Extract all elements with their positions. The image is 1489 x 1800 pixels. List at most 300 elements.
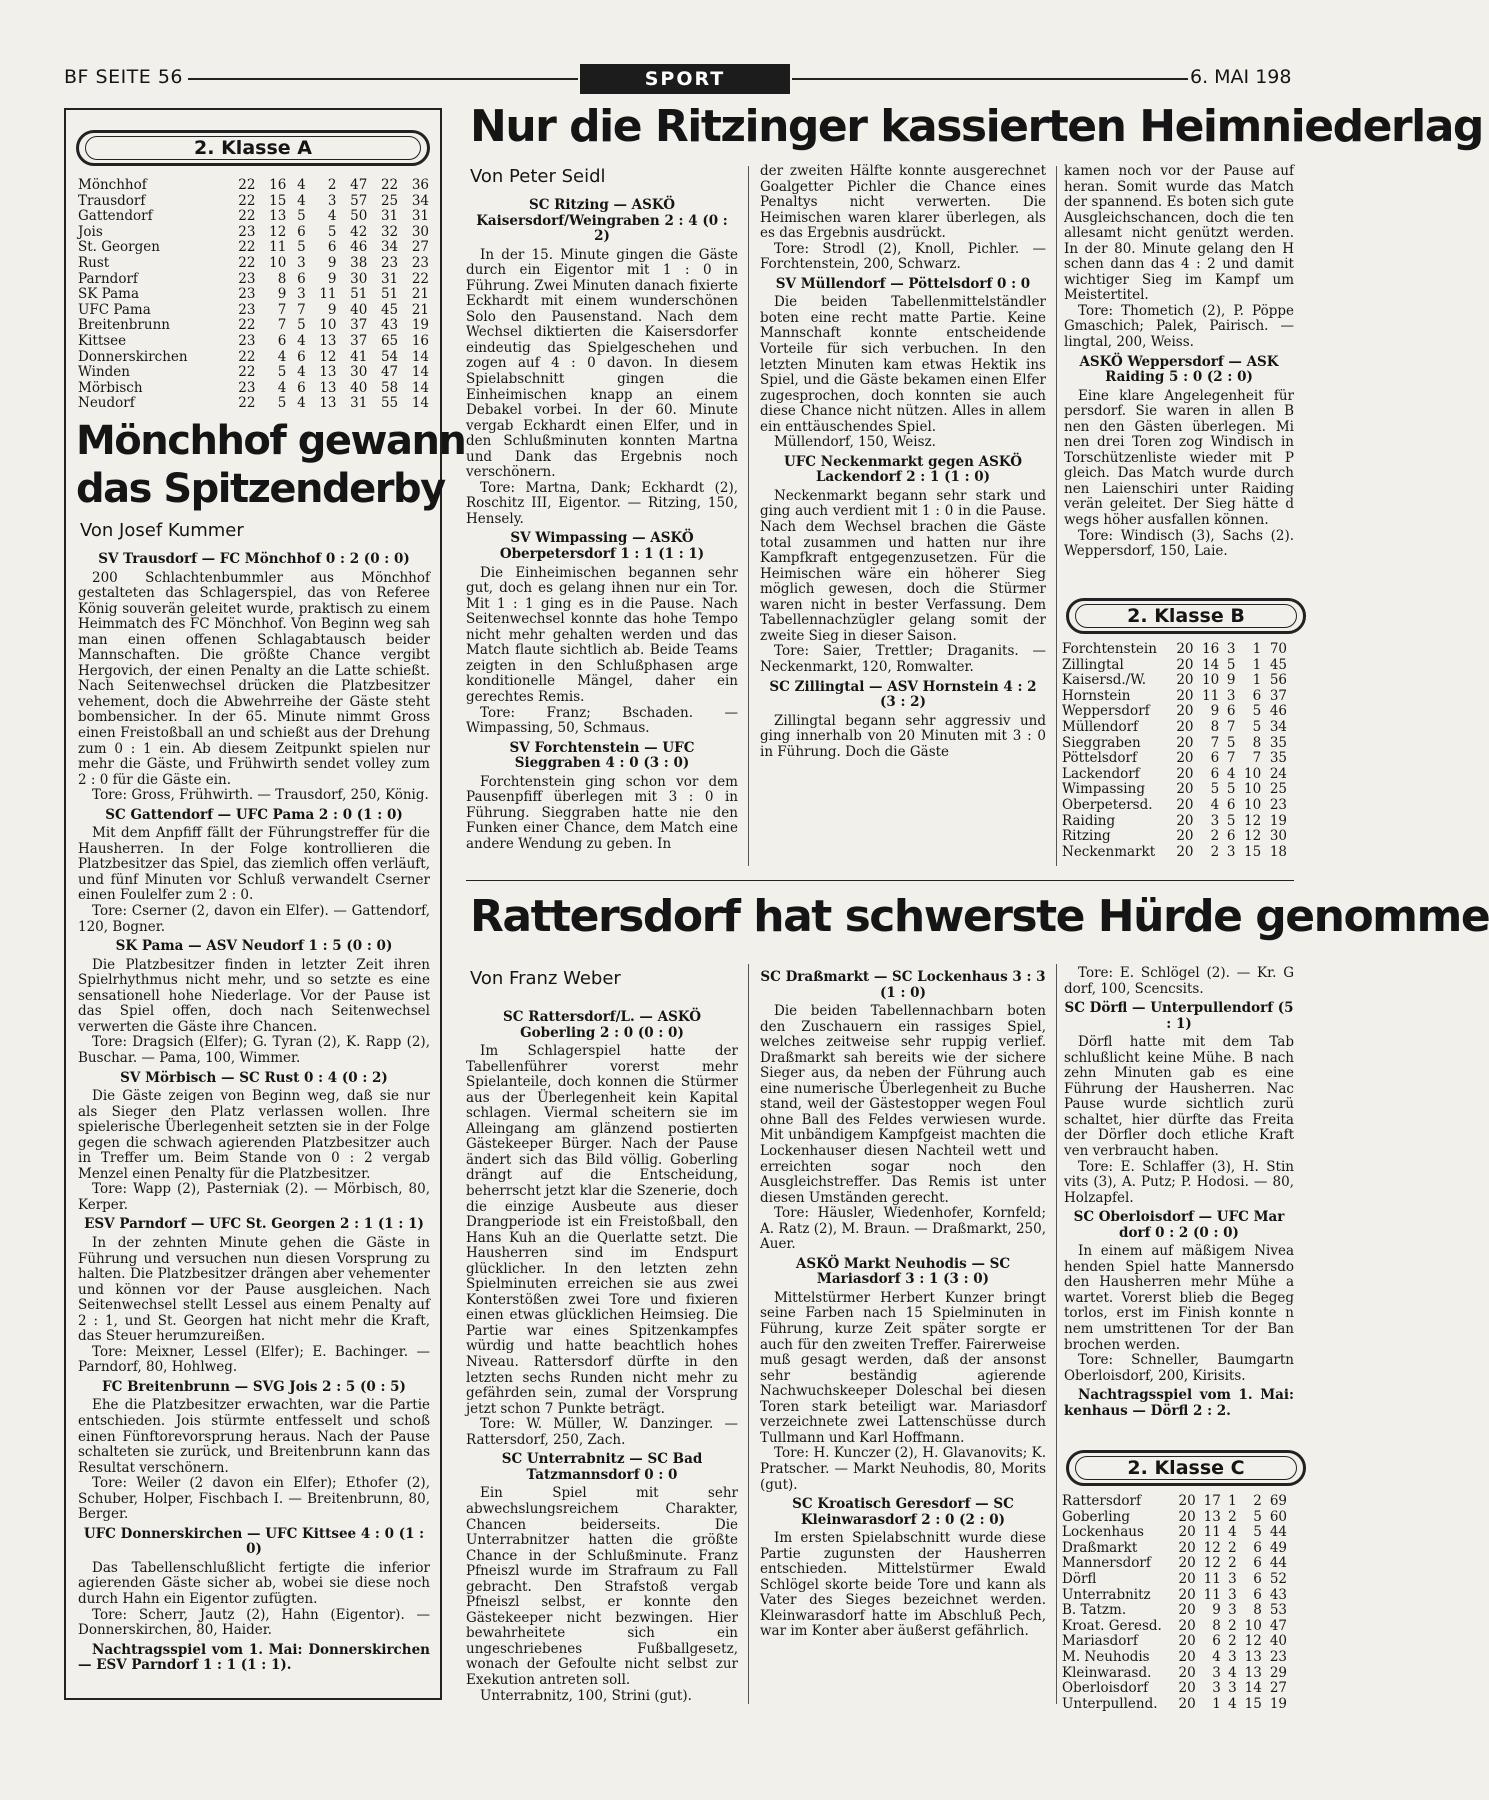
table-cell: 6 [1252,687,1262,704]
table-cell: 36 [411,177,429,193]
story3-byline: Von Franz Weber [470,968,621,989]
table-cell: 27 [1269,1680,1287,1697]
table-cell: 5 [297,317,306,334]
table-cell: 30 [1269,828,1287,845]
match-head: UFC Neckenmarkt gegen ASKÖ Lackendorf 2 : 1 (1 : 0) [783,453,1023,486]
match-scorers: Tore: Franz; Bschaden. — Wimpassing, 50, Schmaus. [466,704,738,737]
table-cell: 20 [1176,703,1194,720]
table-cell: 2 [1253,1493,1262,1509]
table-cell: 4 [1228,1664,1237,1681]
match-head: SC Gattendorf — UFC Pama 2 : 0 (1 : 0) [105,806,403,823]
table-cell: 2 [1228,1539,1237,1556]
table-row [78,303,432,319]
table-cell: 23 [238,379,256,396]
team-name: Dörfl [1062,1570,1097,1587]
table-row [1062,1510,1290,1526]
table-row [78,225,432,241]
match-scorers: Tore: Meixner, Lessel (Elfer); E. Bachinger. — Parndorf, 80, Hohlweg. [78,1343,430,1376]
table-cell: 3 [1228,1570,1237,1587]
table-cell: 5 [1253,1508,1262,1525]
table-cell: 11 [319,286,337,303]
story1-column [78,548,430,1696]
table-cell: 20 [1178,1524,1196,1541]
table-cell: 20 [1176,812,1194,829]
table-cell: 16 [1202,641,1220,657]
table-row [78,194,432,210]
table-cell: 20 [1178,1493,1196,1509]
table-cell: 5 [1252,703,1262,720]
table-cell: 19 [411,317,429,334]
table-cell: 5 [277,395,287,412]
table-cell: 5 [327,223,337,240]
table-row [1062,720,1290,736]
table-cell: 8 [1253,1602,1262,1619]
table-cell: 20 [1176,796,1194,813]
table-row [78,287,432,303]
table-cell: 5 [297,208,306,225]
table-cell: 46 [350,239,368,256]
match-report: In einem auf mäßigem Nivea henden Spiel hatte Mannersdo den Hausherren mehr Mühe a wartet. Vorerst blieb die Begeg torlos, erst im Finish konnte n nem umstrittenen Tor der Ban brochen werden. [1064,1243,1294,1353]
table-cell: 1 [1252,656,1262,673]
story-divider [466,880,1294,881]
table-cell: 14 [1244,1680,1262,1697]
table-cell: 1 [1228,1493,1237,1509]
table-cell: 20 [1176,781,1194,798]
table-cell: 1 [1252,641,1262,657]
match-scorers: Unterrabnitz, 100, Strini (gut). [480,1687,692,1704]
match-head: SV Wimpassing — ASKÖ Oberpetersdorf 1 : 1 (1 : 1) [499,530,705,563]
team-name: Lackendorf [1062,765,1140,782]
table-cell: 12 [319,348,337,365]
table-cell: 17 [1203,1493,1221,1509]
team-name: Unterrabnitz [1062,1586,1151,1603]
match-report: Die beiden Tabellennachbarn boten den Zuschauern ein rassiges Spiel, welches zeitweise sehr ruppig verlief. Draßmarkt sah bereits wie der sichere Sieger aus, da neben der Führung auch eine numerische Überlegenheit zu Buche stand, weil der Gästestopper wegen Foul ohne Ball des Feldes verwiesen wurde. Mit unbändigem Kampfgeist machten die Lockenhauser diesen Nachteil wett und erreichten sogar noch den Ausgleichstreffer. Das Remis ist unter diesen Umständen gerecht. [760,1003,1046,1206]
table-cell: 69 [1269,1493,1287,1509]
table-cell: 7 [1252,750,1262,767]
table-cell: 8 [1212,1617,1221,1634]
team-name: Oberloisdorf [1062,1680,1149,1697]
table-cell: 20 [1178,1555,1196,1572]
table-cell: 22 [238,364,256,381]
match-head: FC Breitenbrunn — SVG Jois 2 : 5 (0 : 5) [102,1378,406,1395]
match-scorers: Tore: Gross, Frühwirth. — Trausdorf, 250, König. [92,787,429,804]
table-cell: 35 [1269,750,1287,767]
team-name: Donnerskirchen [78,348,188,365]
league-table-a [78,178,432,412]
team-name: SK Pama [78,286,140,303]
table-cell: 11 [1203,1570,1221,1587]
table-row [78,272,432,288]
table-cell: 22 [238,177,256,193]
table-cell: 3 [1226,641,1236,657]
match-report: Mit dem Anpfiff fällt der Führungstreffer für die Hausherren. In der Folge kontrollieren die Platzbesitzer das Spiel, das ziemlich offen verläuft, und fünf Minuten vor Schluß verwandelt Cserner einen Foulelfer zum 2 : 0. [78,825,430,904]
table-cell: 20 [1176,750,1194,767]
table-cell: 49 [1269,1539,1287,1556]
table-cell: 30 [350,270,368,287]
table-cell: 10 [1244,1617,1262,1634]
table-cell: 19 [1269,812,1287,829]
table-cell: 9 [1210,703,1220,720]
table-row [78,381,432,397]
header-rule-left [188,78,578,80]
team-name: Mönchhof [78,177,147,193]
table-cell: 37 [1269,687,1287,704]
table-row [1062,1572,1290,1588]
table-row [1062,1681,1290,1697]
table-cell: 10 [1244,796,1262,813]
table-cell: 12 [1244,812,1262,829]
table-cell: 4 [297,364,306,381]
table-row [78,240,432,256]
table-cell: 12 [1244,828,1262,845]
page-label: BF SEITE 56 [64,66,183,88]
match-report: Eine klare Angelegenheit für persdorf. Sie waren in allen B nen den Gästen überlegen. Mi nen drei Toren zog Windisch in Torschützenliste wieder mit P gleich. Das Match wurde durch nen Laienschiri unter Raiding verän geleitet. Der Sieg hätte d wegs höher ausfallen können. [1064,387,1294,529]
match-head: SC Oberloisdorf — UFC Mar dorf 0 : 2 (0 : 0) [1073,1209,1285,1241]
table-cell: 6 [1210,765,1220,782]
table-a-title: 2. Klasse A [194,137,312,159]
match-head: SV Müllendorf — Pöttelsdorf 0 : 0 [775,275,1031,292]
match-scorers: Tore: Häusler, Wiedenhofer, Kornfeld; A. Ratz (2), M. Braun. — Draßmarkt, 250, Auer. [760,1205,1046,1253]
match-head: SV Trausdorf — FC Mönchhof 0 : 2 (0 : 0) [98,551,410,567]
table-cell: 58 [380,379,399,396]
match-report: Im ersten Spielabschnitt wurde diese Partie zugunsten der Hausherren entschieden. Mittelstürmer Ewald Schlögel skorte beide Tore und kann als Vater des Sieges bezeichnet werden. Kleinwarasdorf hatte im Abschluß Pech, war im Konter aber äußerst gefährlich. [760,1530,1046,1640]
table-cell: 37 [350,317,368,334]
match-scorers: Tore: Cserner (2, davon ein Elfer). — Gattendorf, 120, Bogner. [78,903,430,935]
table-cell: 7 [297,301,306,318]
table-cell: 7 [1226,750,1236,767]
table-cell: 40 [350,301,368,318]
team-name: Mariasdorf [1062,1633,1138,1650]
table-cell: 40 [1269,1633,1287,1650]
table-cell: 20 [1176,687,1194,704]
table-cell: 47 [380,364,399,381]
match-head: SV Forchtenstein — UFC Sieggraben 4 : 0 (3 : 0) [509,739,695,772]
table-cell: 6 [297,223,306,240]
table-cell: 65 [380,332,399,349]
table-cell: 2 [1228,1617,1237,1634]
match-scorers: Tore: Martna, Dank; Eckhardt (2), Roschitz III, Eigentor. — Ritzing, 150, Hensely. [466,479,738,527]
table-cell: 9 [1212,1602,1221,1619]
table-row [78,256,432,272]
team-name: Breitenbrunn [78,317,170,334]
table-cell: 10 [269,254,287,271]
table-row [1062,1541,1290,1557]
table-cell: 20 [1178,1648,1196,1665]
table-cell: 20 [1178,1617,1196,1634]
table-cell: 23 [238,223,256,240]
table-cell: 7 [1210,734,1220,751]
table-row [1062,767,1290,783]
table-cell: 34 [380,239,399,256]
table-cell: 13 [269,208,287,225]
table-cell: 20 [1178,1695,1196,1712]
table-cell: 6 [297,270,306,287]
table-row [1062,642,1290,658]
table-cell: 1 [1212,1695,1221,1712]
match-head: SC Ritzing — ASKÖ Kaisersdorf/Weingraben 2 : 4 (0 : 2) [476,197,728,245]
table-cell: 12 [1244,1633,1262,1650]
table-cell: 2 [1228,1555,1237,1572]
table-cell: 5 [1226,781,1236,798]
table-cell: 22 [238,317,256,334]
table-cell: 4 [277,348,287,365]
table-cell: 13 [1244,1648,1262,1665]
table-row [1062,1588,1290,1604]
table-cell: 20 [1176,828,1194,845]
table-row [1062,782,1290,798]
match-scorers: Tore: H. Kunczer (2), H. Glavanovits; K. Pratscher. — Markt Neuhodis, 80, Morits (gut). [760,1445,1046,1493]
table-cell: 20 [1176,765,1194,782]
table-cell: 12 [1203,1555,1221,1572]
team-name: Ritzing [1062,828,1111,845]
table-cell: 6 [1253,1586,1262,1603]
table-cell: 11 [1203,1524,1221,1541]
table-cell: 15 [1244,1695,1262,1712]
team-name: Lockenhaus [1062,1524,1144,1541]
team-name: Müllendorf [1062,718,1139,735]
table-cell: 3 [327,192,337,209]
table-cell: 10 [1244,765,1262,782]
table-cell: 20 [1178,1680,1196,1697]
team-name: Neckenmarkt [1062,843,1156,860]
team-name: Kittsee [78,332,127,349]
table-cell: 2 [1210,843,1220,860]
table-cell: 6 [297,379,306,396]
column-rule [1056,166,1057,866]
table-cell: 10 [1202,672,1220,689]
match-report: Neckenmarkt begann sehr stark und ging auch verdient mit 1 : 0 in die Pause. Nach dem Wechsel brachen die Gäste total zusammen und hatten nur ihre Kampfkraft entgegenzusetzen. Für die Heimischen wäre ein höherer Sieg möglich gewesen, doch die Stürmer waren nicht in bester Verfassung. Dem Tabellennachzügler gelang somit der zweite Sieg in dieser Saison. [760,487,1046,644]
column-rule [1056,964,1057,1704]
team-name: Weppersdorf [1062,703,1150,720]
match-head: SV Mörbisch — SC Rust 0 : 4 (0 : 2) [120,1069,388,1086]
match-report: Die Platzbesitzer finden in letzter Zeit ihren Spielrhythmus nicht mehr, und so setzte es eine sensationell hohe Niederlage. Vor der Pause ist das Spiel offen, doch nach Seitenwechsel verwerten die Gäste ihre Chancen. [78,956,430,1035]
table-row [1062,1525,1290,1541]
table-cell: 9 [327,254,337,271]
table-cell: 12 [269,223,287,240]
table-cell: 6 [1253,1555,1262,1572]
team-name: Rust [78,254,110,271]
table-cell: 9 [277,286,287,303]
match-report: Forchtenstein ging schon vor dem Pausenpfiff überlegen mit 3 : 0 in Führung. Sieggraben hatte nie den Funken einer Chance, dem Match eine andere Wendung zu geben. In [466,773,738,852]
table-cell: 46 [1269,703,1287,720]
table-cell: 3 [1210,812,1220,829]
team-name: Oberpetersd. [1062,796,1153,813]
team-name: Pöttelsdorf [1062,750,1137,767]
table-cell: 3 [1228,1586,1237,1603]
match-scorers: Tore: Windisch (3), Sachs (2). Weppersdorf, 150, Laie. [1064,527,1294,560]
table-cell: 2 [1210,828,1220,845]
table-cell: 47 [350,177,368,193]
table-cell: 6 [327,239,337,256]
table-cell: 3 [1228,1602,1237,1619]
table-cell: 4 [1228,1695,1237,1712]
table-cell: 23 [411,254,429,271]
league-table-b [1062,642,1290,860]
table-cell: 13 [1244,1664,1262,1681]
table-cell: 25 [1269,781,1287,798]
table-cell: 13 [319,364,337,381]
table-cell: 14 [411,395,429,412]
table-cell: 13 [1203,1508,1221,1525]
match-scorers: Tore: Schneller, Baumgartn Oberloisdorf, 200, Kirisits. [1064,1352,1294,1384]
team-name: Kaisersd./W. [1062,672,1147,689]
team-name: Draßmarkt [1062,1539,1138,1556]
table-cell: 20 [1178,1508,1196,1525]
table-cell: 51 [350,286,368,303]
team-name: B. Tatzm. [1062,1602,1127,1619]
table-cell: 9 [1226,672,1236,689]
table-cell: 8 [1252,734,1262,751]
team-name: Winden [78,364,130,381]
match-head: SC Rattersdorf/L. — ASKÖ Goberling 2 : 0 (0 : 0) [503,1009,701,1041]
section-label: SPORT [580,64,790,94]
team-name: Jois [78,223,103,240]
table-cell: 5 [1226,734,1236,751]
table-cell: 11 [269,239,287,256]
team-name: Trausdorf [78,192,146,209]
table-cell: 2 [1228,1633,1237,1650]
table-cell: 35 [1269,734,1287,751]
table-cell: 20 [1176,656,1194,673]
table-cell: 21 [411,301,429,318]
table-cell: 22 [238,208,256,225]
table-cell: 42 [350,223,368,240]
match-head: SC Unterrabnitz — SC Bad Tatzmannsdorf 0 : 0 [501,1451,703,1483]
table-cell: 43 [1269,1586,1287,1603]
table-cell: 6 [277,332,287,349]
table-cell: 20 [1176,641,1194,657]
story3-column-2 [760,966,1046,1698]
table-cell: 57 [350,192,368,209]
table-row [1062,1666,1290,1682]
table-cell: 4 [297,192,306,209]
table-b-title: 2. Klasse B [1127,605,1245,627]
table-cell: 18 [1269,843,1287,860]
match-head: SC Draßmarkt — SC Lockenhaus 3 : 3 (1 : 0) [760,969,1046,1001]
table-cell: 7 [277,317,287,334]
table-cell: 22 [411,270,429,287]
table-row [78,334,432,350]
table-cell: 9 [327,270,337,287]
table-row [1062,845,1290,861]
table-cell: 23 [238,332,256,349]
table-cell: 20 [1178,1664,1196,1681]
story2-column-2 [760,164,1046,866]
match-report: In der 15. Minute gingen die Gäste durch ein Eigentor mit 1 : 0 in Führung. Zwei Minuten danach fixierte Eckhardt mit einem wunderschönen Solo den Pausenstand. Nach dem Wechsel diktierten die Kaisersdorfer eindeutig das Spielgeschehen und zogen auf 4 : 0 davon. In diesem Spielabschnitt gingen die Einheimischen knapp an einem Debakel vorbei. In der 60. Minute vergab Eckhardt einen Elfer, und in den Schlußminuten konnten Martna und Dank das Ergebnis noch verschönern. [466,246,738,481]
table-a-header [76,130,430,166]
table-row [1062,1603,1290,1619]
story1-headline-line2: das Spitzenderby [76,466,445,512]
match-report: Die Gäste zeigen von Beginn weg, daß sie nur als Sieger den Platz verlassen wollen. Ihre spielerische Überlegenheit setzten sie in der Folge gegen die schwach agierenden Platzbesitzer auch in Treffer um. Beim Stande von 0 : 2 vergab Menzel einen Penalty für die Platzbesitzer. [78,1088,430,1182]
nachtrag-note: Nachtragsspiel vom 1. Mai: kenhaus — Dörfl 2 : 2. [1064,1387,1294,1419]
table-cell: 19 [1269,1695,1287,1712]
match-head: SC Zillingtal — ASV Hornstein 4 : 2 (3 : 2) [769,678,1037,711]
table-cell: 4 [1210,796,1220,813]
match-head: SC Kroatisch Geresdorf — SC Kleinwarasdorf 2 : 0 (2 : 0) [792,1496,1014,1528]
table-cell: 3 [1228,1648,1237,1665]
table-cell: 20 [1178,1586,1196,1603]
table-cell: 14 [411,379,429,396]
table-cell: 5 [1253,1524,1262,1541]
table-cell: 6 [1210,750,1220,767]
table-cell: 22 [238,192,256,209]
table-cell: 45 [380,301,399,318]
match-scorers: Tore: Wapp (2), Pasterniak (2). — Mörbisch, 80, Kerper. [78,1181,430,1213]
table-cell: 6 [297,348,306,365]
table-cell: 47 [1269,1617,1287,1634]
table-cell: 6 [1253,1570,1262,1587]
table-cell: 3 [297,286,306,303]
match-report-continued: der zweiten Hälfte konnte ausgerechnet Goalgetter Pichler die Chance eines Penaltys nicht verwerten. Die Heimischen waren klarer überlegen, als es das Ergebnis ausdrückt. [760,163,1046,242]
table-cell: 45 [1269,656,1287,673]
match-report: In der zehnten Minute gehen die Gäste in Führung und versuchen nun diesen Vorsprung zu halten. Die Platzbesitzer drängen aber vehementer und können vor der Pause ausgleichen. Nach Seitenwechsel stellt Lessel aus einem Penalty auf 2 : 1, und St. Georgen hat nicht mehr die Kraft, das Steuer herumzureißen. [78,1234,430,1345]
table-cell: 12 [1203,1539,1221,1556]
table-cell: 44 [1269,1524,1287,1541]
match-head: UFC Donnerskirchen — UFC Kittsee 4 : 0 (1 : 0) [83,1525,425,1558]
match-scorers: Tore: Strodl (2), Knoll, Pichler. — Forchtenstein, 200, Schwarz. [760,240,1046,273]
table-cell: 32 [380,223,399,240]
table-b-header [1066,598,1306,634]
column-rule [748,964,749,1704]
match-report: Ehe die Platzbesitzer erwachten, war die Partie entschieden. Jois stürmte entfesselt und schoß einen Fünftorevorsprung heraus. Nach der Pause schalteten sie zurück, und Breitenbrunn kann das Resultat verschönern. [78,1397,430,1476]
match-scorers: Tore: Thometich (2), P. Pöppe Gmaschich; Palek, Pairisch. — lingtal, 200, Weiss. [1064,302,1294,351]
table-cell: 23 [1269,1648,1287,1665]
table-cell: 14 [411,348,429,365]
team-name: Neudorf [78,395,135,412]
team-name: Sieggraben [1062,734,1141,751]
story1-byline: Von Josef Kummer [80,520,244,541]
match-report: Im Schlagerspiel hatte der Tabellenführer vorerst mehr Spielanteile, doch konnen die Stürmer aus der Überlegenheit kein Kapital schlagen. Viermal scheitern sie im Alleingang am glänzend postierten Gästekeeper Bürger. Nach der Pause ändert sich das Bild völlig. Goberling drängt auf die Entscheidung, beherrscht jetzt klar die Szenerie, doch die einzige Ausbeute aus dieser Drangperiode ist ein Freistoßball, den Hans Kuh an die Querlatte setzt. Die Hausherren sind im Endspurt glücklicher. In den letzten zehn Spielminuten erreichen sie aus zwei Konterstößen zwei Tore und fixieren einen etwas glücklichen Heimsieg. Die Partie war eines Spitzenkampfes würdig und hatte beachtlich hohes Niveau. Rattersdorf dürfte in den letzten sechs Runden nicht mehr zu gefährden sein, zumal der Vorsprung jetzt schon 7 Punkte beträgt. [466,1043,738,1417]
table-cell: 11 [1203,1586,1221,1603]
match-scorers: Tore: W. Müller, W. Danzinger. — Rattersdorf, 250, Zach. [466,1416,738,1448]
table-cell: 3 [1226,843,1236,860]
table-cell: 2 [327,177,337,193]
table-cell: 5 [277,364,287,381]
table-cell: 6 [1226,796,1236,813]
table-row [1062,689,1290,705]
team-name: Rattersdorf [1062,1493,1141,1509]
table-cell: 7 [1226,718,1236,735]
table-row [1062,1634,1290,1650]
table-cell: 15 [269,192,287,209]
table-row [1062,658,1290,674]
table-cell: 31 [350,395,368,412]
table-cell: 20 [1176,672,1194,689]
story2-headline: Nur die Ritzinger kassierten Heimniederlag [470,101,1483,152]
table-cell: 4 [277,379,287,396]
story1-headline-line1: Mönchhof gewann [76,418,466,464]
table-cell: 20 [1178,1539,1196,1556]
match-scorers: Tore: Dragsich (Elfer); G. Tyran (2), K. Rapp (2), Buschar. — Pama, 100, Wimmer. [78,1034,430,1066]
table-cell: 43 [380,317,399,334]
team-name: Mörbisch [78,379,143,396]
table-cell: 34 [1269,718,1287,735]
table-cell: 3 [1212,1680,1221,1697]
story3-headline: Rattersdorf hat schwerste Hürde genomme [470,891,1489,942]
match-head: SC Dörfl — Unterpullendorf (5 : 1) [1064,1000,1294,1032]
table-cell: 54 [380,348,399,365]
match-report: Das Tabellenschlußlicht fertigte die inferior agierenden Gäste sicher ab, wobei sie diese noch durch Hahn ein Eigentor zufügten. [78,1559,430,1607]
table-cell: 5 [1226,812,1236,829]
table-cell: 4 [1228,1524,1237,1541]
table-cell: 31 [411,208,429,225]
story2-column-3 [1064,164,1294,584]
table-cell: 7 [277,301,287,318]
match-scorers: Tore: E. Schlögel (2). — Kr. G dorf, 100, Scencsits. [1064,965,1294,997]
table-row [78,350,432,366]
table-cell: 20 [1178,1633,1196,1650]
table-cell: 25 [380,192,399,209]
